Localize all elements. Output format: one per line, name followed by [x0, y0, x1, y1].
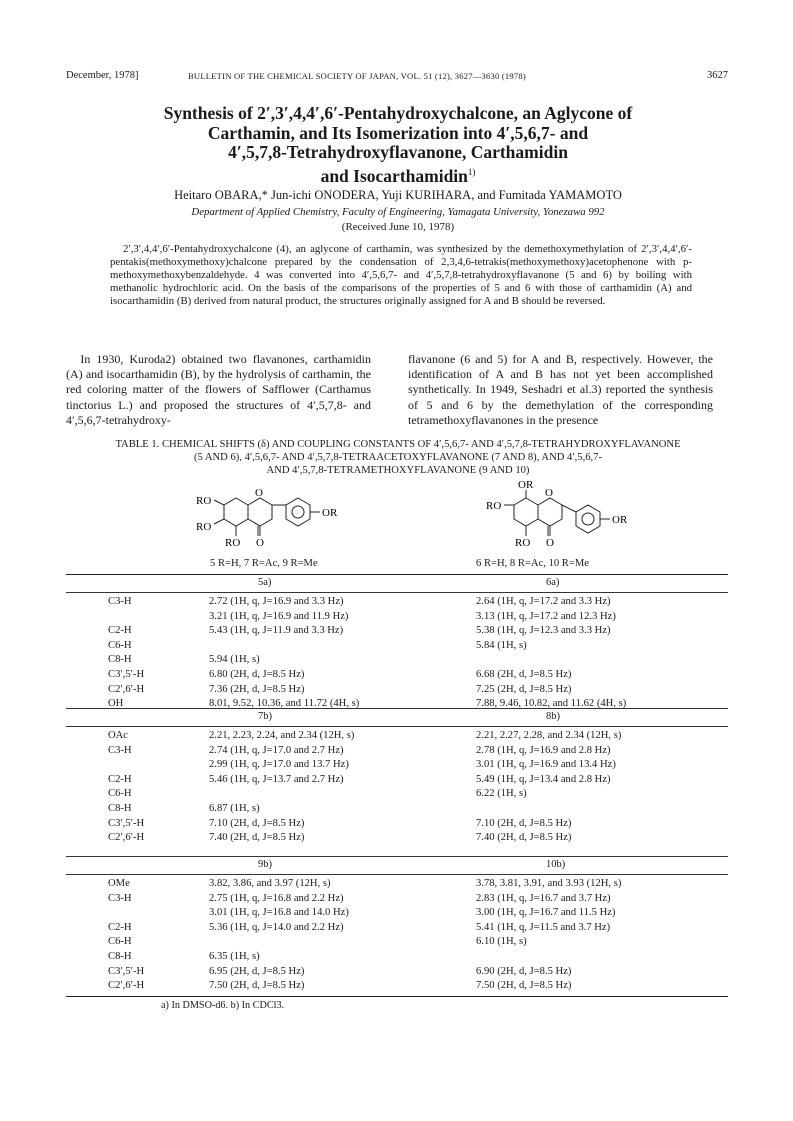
- table-row-label: C3′,5′-H: [108, 965, 145, 977]
- table-row-label: C6-H: [108, 936, 132, 948]
- table-cell-left: 6.80 (2H, d, J=8.5 Hz): [209, 669, 305, 680]
- compound-header-right: 8b): [546, 711, 560, 722]
- table-cell-right: 7.40 (2H, d, J=8.5 Hz): [476, 832, 572, 844]
- table-row-label: C3-H: [108, 892, 132, 904]
- table-cell-left: 6.35 (1H, s): [209, 951, 260, 962]
- compound-header-right: 10b): [546, 859, 566, 870]
- table-cell-left: 6.87 (1H, s): [209, 803, 260, 814]
- table-cell-right: 2.83 (1H, q, J=16.7 and 3.7 Hz): [476, 892, 611, 904]
- header-journal: BULLETIN OF THE CHEMICAL SOCIETY OF JAPAN, VOL. 51 (12), 3627—3630 (1978): [188, 71, 526, 81]
- table-cell-right: 3.78, 3.81, 3.91, and 3.93 (12H, s): [476, 878, 622, 889]
- table-row-label: C2-H: [108, 921, 132, 933]
- compound-header-left: 7b): [258, 711, 272, 722]
- authors: Heitaro OBARA,* Jun-ichi ONODERA, Yuji KURIHARA, and Fumitada YAMAMOTO: [174, 188, 622, 202]
- table-row-label: OH: [108, 698, 124, 710]
- table-caption: [80, 438, 716, 477]
- table-row-label: OAc: [108, 730, 129, 741]
- table-cell-left: 2.21, 2.23, 2.24, and 2.34 (12H, s): [209, 730, 355, 741]
- table-cell-right: 5.38 (1H, q, J=12.3 and 3.3 Hz): [476, 625, 611, 637]
- table-cell-left: 2.72 (1H, q, J=16.9 and 3.3 Hz): [209, 596, 344, 607]
- caption-line-3: AND 4′,5,7,8-TETRAMETHOXYFLAVANONE (9 AND 10): [266, 465, 530, 476]
- table-rule: [66, 708, 728, 709]
- header-date: December, 1978]: [66, 70, 139, 81]
- table-cell-left: 8.01, 9.52, 10.36, and 11.72 (4H, s): [209, 698, 360, 710]
- table-cell-left: 7.50 (2H, d, J=8.5 Hz): [209, 980, 305, 992]
- table-cell-right: 3.00 (1H, q, J=16.7 and 11.5 Hz): [476, 907, 616, 919]
- table-cell-right: 2.78 (1H, q, J=16.9 and 2.8 Hz): [476, 744, 611, 756]
- table-cell-left: 2.99 (1H, q, J=17.0 and 13.7 Hz): [209, 759, 349, 771]
- compound-header-left: 5a): [258, 577, 272, 588]
- table-cell-right: 7.10 (2H, d, J=8.5 Hz): [476, 817, 572, 829]
- table-cell-left: 5.94 (1H, s): [209, 654, 260, 666]
- table-cell-right: 2.64 (1H, q, J=17.2 and 3.3 Hz): [476, 596, 611, 607]
- struct-left-carbonyl-o: O: [256, 537, 264, 549]
- table-rule-bottom: [66, 996, 728, 997]
- caption-line-2: (5 AND 6), 4′,5,6,7- AND 4′,5,7,8-TETRAACETOXYFLAVANONE (7 AND 8), AND 4′,5,6,7-: [193, 452, 603, 463]
- table-cell-right: 5.49 (1H, q, J=13.4 and 2.8 Hz): [476, 773, 611, 785]
- table-row-label: C6-H: [108, 639, 132, 651]
- table-cell-right: 6.22 (1H, s): [476, 788, 527, 800]
- table-cell-left: 7.36 (2H, d, J=8.5 Hz): [209, 683, 305, 695]
- struct-right-or: OR: [612, 514, 628, 526]
- body-column-1: In 1930, Kuroda2) obtained two flavanones, carthamidin (A) and isocarthamidin (B), by the hydrolysis of carthamin, the red coloring matter of the flowers of Safflower (Carthamus tinctorius L.) and proposed the structures of 4′,5,7,8- and 4′,5,6,7-tetrahydroxy-: [66, 352, 371, 427]
- title-line-3: 4′,5,7,8-Tetrahydroxyflavanone, Carthamidin: [228, 142, 568, 162]
- table-rule: [66, 574, 728, 575]
- table-row-label: C3-H: [108, 744, 132, 756]
- struct-right-or-top: OR: [518, 479, 534, 491]
- affiliation: Department of Applied Chemistry, Faculty of Engineering, Yamagata University, Yonezawa 992: [191, 206, 605, 218]
- received-date: (Received June 10, 1978): [341, 221, 455, 233]
- struct-right-ro-left: RO: [486, 500, 502, 512]
- table-cell-left: 5.36 (1H, q, J=14.0 and 2.2 Hz): [209, 921, 344, 933]
- table-cell-right: 2.21, 2.27, 2.28, and 2.34 (12H, s): [476, 730, 622, 741]
- table-row-label: C2′,6′-H: [108, 980, 145, 992]
- struct-left-ro-mid: RO: [196, 521, 212, 533]
- table-cell-right: 7.50 (2H, d, J=8.5 Hz): [476, 980, 572, 992]
- structure-right-label: 6 R=H, 8 R=Ac, 10 R=Me: [476, 558, 589, 569]
- table-row-label: C8-H: [108, 654, 132, 666]
- compound-header-right: 6a): [546, 577, 560, 588]
- compound-header-left: 9b): [258, 859, 272, 870]
- table-cell-left: 5.46 (1H, q, J=13.7 and 2.7 Hz): [209, 773, 344, 785]
- caption-line-1: TABLE 1. CHEMICAL SHIFTS (δ) AND COUPLING CONSTANTS OF 4′,5,6,7- AND 4′,5,7,8-TETRAHYDROXYFLAVANONE: [115, 439, 681, 450]
- title-footnote-mark: 1): [467, 166, 476, 177]
- table-cell-left: 6.95 (2H, d, J=8.5 Hz): [209, 965, 305, 977]
- table-row-label: C2′,6′-H: [108, 832, 145, 844]
- table-cell-left: 5.43 (1H, q, J=11.9 and 3.3 Hz): [209, 625, 344, 637]
- table-cell-right: 6.68 (2H, d, J=8.5 Hz): [476, 669, 572, 680]
- table-row-label: C8-H: [108, 803, 132, 814]
- table-cell-right: 5.84 (1H, s): [476, 639, 527, 651]
- table-row-label: C8-H: [108, 951, 132, 962]
- table-cell-left: 2.74 (1H, q, J=17.0 and 2.7 Hz): [209, 744, 344, 756]
- table-cell-left: 7.10 (2H, d, J=8.5 Hz): [209, 817, 305, 829]
- table-cell-right: 6.90 (2H, d, J=8.5 Hz): [476, 965, 572, 977]
- table-cell-left: 2.75 (1H, q, J=16.8 and 2.2 Hz): [209, 892, 344, 904]
- struct-right-ro-bottom: RO: [515, 537, 531, 549]
- table-cell-right: 7.88, 9.46, 10.82, and 11.62 (4H, s): [476, 698, 627, 710]
- table-row-label: C3′,5′-H: [108, 669, 145, 680]
- table-cell-right: 5.41 (1H, q, J=11.5 and 3.7 Hz): [476, 921, 611, 933]
- table-row-label: C2′,6′-H: [108, 683, 145, 695]
- title-line-2: Carthamin, and Its Isomerization into 4′,5,6,7- and: [207, 122, 589, 143]
- table-rule: [66, 874, 728, 875]
- table-rule: [66, 592, 728, 593]
- table-row-label: OMe: [108, 878, 130, 889]
- table-rule: [66, 856, 728, 857]
- table-row-label: C3′,5′-H: [108, 817, 145, 829]
- table-footnote: a) In DMSO-d6. b) In CDCl3.: [161, 1000, 285, 1011]
- table-row-label: C2-H: [108, 625, 132, 637]
- table-rule: [66, 726, 728, 727]
- table-cell-right: 7.25 (2H, d, J=8.5 Hz): [476, 683, 572, 695]
- table-row-label: C6-H: [108, 788, 132, 800]
- table-cell-left: 7.40 (2H, d, J=8.5 Hz): [209, 832, 305, 844]
- title-line-4: [60, 163, 736, 186]
- structure-left: [180, 480, 380, 556]
- structure-left-label: 5 R=H, 7 R=Ac, 9 R=Me: [210, 558, 318, 569]
- table-cell-left: 3.82, 3.86, and 3.97 (12H, s): [209, 878, 331, 889]
- struct-left-or: OR: [322, 507, 338, 519]
- struct-right-carbonyl-o: O: [546, 537, 554, 549]
- struct-left-ring-o: O: [255, 487, 263, 499]
- body-column-2: flavanone (6 and 5) for A and B, respectively. However, the identification of A and B has not yet been accomplished synthetically. In 1949, Seshadri et al.3) reported the synthesis of 5 and 6 by the demethylation of the corresponding tetramethoxyflavanones in the presence: [408, 352, 713, 427]
- table-cell-left: 3.21 (1H, q, J=16.9 and 11.9 Hz): [209, 610, 349, 622]
- header-page-number: 3627: [707, 70, 728, 81]
- struct-right-ring-o: O: [545, 487, 553, 499]
- struct-left-ro-bottom: RO: [225, 537, 241, 549]
- table-row-label: C3-H: [108, 596, 132, 607]
- title-line-4-text: and Isocarthamidin: [320, 165, 468, 186]
- table-cell-right: 3.01 (1H, q, J=16.9 and 13.4 Hz): [476, 759, 616, 771]
- struct-left-ro-top: RO: [196, 495, 212, 507]
- abstract: 2′,3′,4,4′,6′-Pentahydroxychalcone (4), an aglycone of carthamin, was synthesized by the demethoxymethylation of 2′,3′,4,4′,6′-pentakis(methoxymethoxy)chalcone prepared by the condensation of 2,3,4,6-tetrakis(methoxymethoxy)acetophenone with p-methoxymethoxybenzaldehyde. 4 was converted into 4′,5,6,7- and 4′,5,7,8-tetrahydroxyflavanone (5 and 6) by boiling with methanolic hydrochloric acid. On the basis of the comparisons of the properties of 5 and 6 with those of carthamidin (A) and isocarthamidin (B) derived from natural product, the structures originally assigned for A and B should be reversed.: [110, 243, 692, 307]
- table-row-label: C2-H: [108, 773, 132, 785]
- table-cell-right: 6.10 (1H, s): [476, 936, 527, 948]
- title-line-1: Synthesis of 2′,3′,4,4′,6′-Pentahydroxychalcone, an Aglycone of: [163, 103, 633, 123]
- structure-right: [470, 478, 670, 556]
- table-cell-right: 3.13 (1H, q, J=17.2 and 12.3 Hz): [476, 610, 616, 622]
- table-cell-left: 3.01 (1H, q, J=16.8 and 14.0 Hz): [209, 907, 349, 919]
- article-title: [60, 104, 736, 186]
